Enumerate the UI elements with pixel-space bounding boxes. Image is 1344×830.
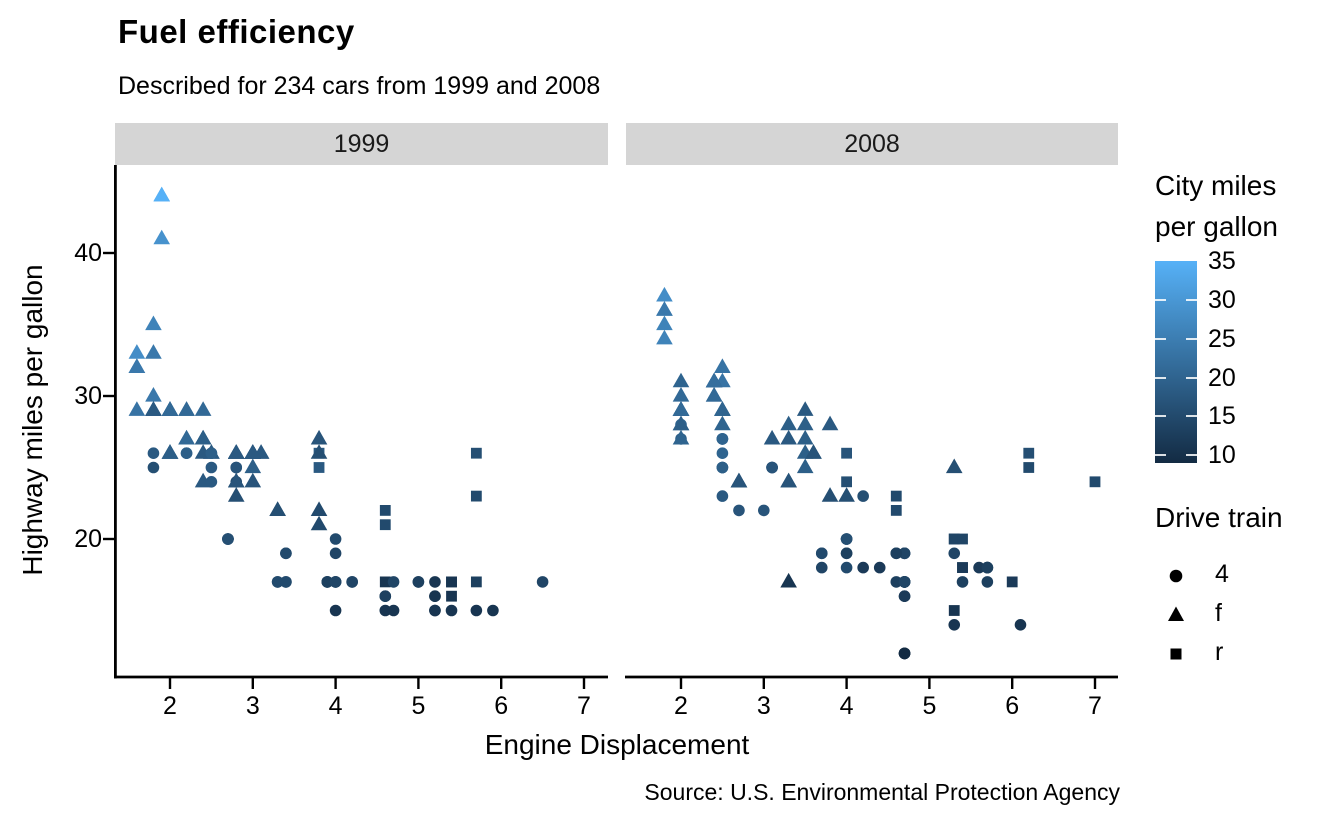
data-point xyxy=(471,491,482,502)
x-axis-title: Engine Displacement xyxy=(484,729,750,760)
legend-entry-r xyxy=(1161,633,1229,672)
legend-entry-label: r xyxy=(1215,638,1224,666)
data-point xyxy=(780,573,797,588)
data-point xyxy=(899,590,911,602)
data-point xyxy=(841,448,852,459)
data-point xyxy=(178,430,195,445)
data-point xyxy=(857,490,869,502)
data-point xyxy=(178,401,195,416)
color-legend-title-line1: City miles xyxy=(1155,170,1277,201)
data-point xyxy=(195,430,212,445)
data-point xyxy=(129,344,146,359)
data-point xyxy=(656,330,673,345)
data-point xyxy=(982,562,994,574)
data-point xyxy=(822,416,839,431)
data-point xyxy=(899,648,911,660)
data-point xyxy=(429,605,441,617)
data-point xyxy=(891,491,902,502)
data-point xyxy=(228,473,245,488)
data-point xyxy=(957,562,968,573)
data-point xyxy=(673,416,690,431)
x-tick-label: 2 xyxy=(674,692,688,720)
data-point xyxy=(311,516,328,531)
data-point xyxy=(314,462,325,473)
data-point xyxy=(780,430,797,445)
facet-label-1999: 1999 xyxy=(333,129,390,158)
legend-entry-4 xyxy=(1161,555,1229,594)
data-point xyxy=(857,562,869,574)
data-point xyxy=(656,301,673,316)
data-point xyxy=(706,387,723,402)
data-point xyxy=(153,187,170,202)
data-point xyxy=(145,344,162,359)
data-point xyxy=(841,533,853,545)
data-point xyxy=(269,501,286,516)
points-layer xyxy=(129,187,1101,659)
data-point xyxy=(656,316,673,331)
x-tick-label: 2 xyxy=(163,692,177,720)
colorbar-tick-mark xyxy=(1186,338,1197,340)
data-point xyxy=(206,462,218,474)
x-tick-label: 5 xyxy=(922,692,937,720)
colorbar-tick-label: 20 xyxy=(1208,363,1236,392)
x-tick-label: 4 xyxy=(328,692,343,720)
data-point xyxy=(714,401,731,416)
data-point xyxy=(446,591,457,602)
data-point xyxy=(388,576,400,588)
color-legend-title xyxy=(1155,165,1278,247)
x-tick-label: 3 xyxy=(245,692,260,720)
triangle-icon xyxy=(1161,599,1191,629)
data-point xyxy=(822,487,839,502)
x-tick-label: 4 xyxy=(839,692,854,720)
colorbar-tick-mark xyxy=(1155,299,1166,301)
color-legend-title-line2: per gallon xyxy=(1155,211,1278,242)
data-point xyxy=(957,576,969,588)
data-point xyxy=(797,430,814,445)
data-point xyxy=(388,605,400,617)
data-point xyxy=(311,501,328,516)
data-point xyxy=(891,505,902,516)
colorbar-tick-mark xyxy=(1186,415,1197,417)
colorbar-tick-label: 30 xyxy=(1208,285,1236,314)
data-point xyxy=(446,577,457,588)
data-point xyxy=(206,476,218,488)
data-point xyxy=(145,401,162,416)
facet-label-2008: 2008 xyxy=(844,129,900,158)
data-point xyxy=(230,462,242,474)
data-point xyxy=(717,490,729,502)
data-point xyxy=(311,444,328,459)
data-point xyxy=(280,576,292,588)
data-point xyxy=(714,358,731,373)
data-point xyxy=(245,473,262,488)
x-tick-label: 7 xyxy=(577,692,591,720)
data-point xyxy=(162,444,179,459)
legend-entry-label: 4 xyxy=(1215,560,1229,588)
data-point xyxy=(129,358,146,373)
data-point xyxy=(446,605,458,617)
square-icon xyxy=(1161,638,1191,668)
data-point xyxy=(429,576,441,588)
data-point xyxy=(471,577,482,588)
data-point xyxy=(797,459,814,474)
legend-entry-label: f xyxy=(1215,599,1222,627)
colorbar-tick-label: 15 xyxy=(1208,402,1236,431)
data-point xyxy=(841,562,853,574)
data-point xyxy=(380,519,391,530)
data-point xyxy=(890,548,902,560)
data-point xyxy=(780,416,797,431)
data-point xyxy=(471,448,482,459)
data-point xyxy=(1023,448,1034,459)
data-point xyxy=(656,287,673,302)
data-point xyxy=(413,576,425,588)
x-tick-label: 5 xyxy=(411,692,426,720)
data-point xyxy=(838,487,855,502)
data-point xyxy=(946,459,963,474)
data-point xyxy=(717,447,729,459)
chart-subtitle: Described for 234 cars from 1999 and 2008 xyxy=(118,72,601,100)
data-point xyxy=(1090,476,1101,487)
shape-legend-title: Drive train xyxy=(1155,502,1283,533)
data-point xyxy=(673,387,690,402)
data-point xyxy=(429,590,441,602)
data-point xyxy=(153,230,170,245)
data-point xyxy=(780,473,797,488)
data-point xyxy=(714,416,731,431)
data-point xyxy=(1015,619,1027,631)
y-tick-label: 30 xyxy=(74,382,102,410)
data-point xyxy=(228,444,245,459)
colorbar-tick-mark xyxy=(1155,454,1166,456)
data-point xyxy=(380,505,391,516)
x-tick-label: 6 xyxy=(494,692,509,720)
data-point xyxy=(982,576,994,588)
shape-legend-entries xyxy=(1161,555,1229,672)
data-point xyxy=(731,473,748,488)
data-point xyxy=(1023,462,1034,473)
data-point xyxy=(471,605,483,617)
data-point xyxy=(222,533,234,545)
data-point xyxy=(948,619,960,631)
data-point xyxy=(346,576,358,588)
data-point xyxy=(330,576,342,588)
source-caption: Source: U.S. Environmental Protection Agency xyxy=(644,779,1120,805)
data-point xyxy=(948,548,960,560)
data-point xyxy=(673,401,690,416)
data-point xyxy=(797,401,814,416)
data-point xyxy=(330,533,342,545)
data-point xyxy=(673,430,690,445)
circle-icon xyxy=(1161,560,1191,590)
data-point xyxy=(129,401,146,416)
colorbar-tick-label: 35 xyxy=(1208,247,1236,275)
colorbar-tick-mark xyxy=(1155,377,1166,379)
data-point xyxy=(841,476,852,487)
data-point xyxy=(311,430,328,445)
y-tick-label: 40 xyxy=(74,239,102,267)
y-axis-title: Highway miles per gallon xyxy=(17,264,48,576)
data-point xyxy=(148,462,160,474)
data-point xyxy=(330,605,342,617)
data-point xyxy=(206,447,218,459)
data-point xyxy=(717,462,729,474)
data-point xyxy=(181,447,193,459)
data-point xyxy=(379,590,391,602)
colorbar-tick-mark xyxy=(1186,454,1197,456)
x-tick-label: 3 xyxy=(756,692,771,720)
chart-title: Fuel efficiency xyxy=(118,13,355,50)
data-point xyxy=(245,459,262,474)
colorbar-tick-mark xyxy=(1186,377,1197,379)
data-point xyxy=(717,433,729,445)
data-point xyxy=(841,548,853,560)
data-point xyxy=(766,462,778,474)
data-point xyxy=(816,548,828,560)
data-point xyxy=(733,505,745,517)
color-gradient-bar xyxy=(1155,261,1197,463)
data-point xyxy=(949,605,960,616)
colorbar-tick-label: 10 xyxy=(1208,441,1236,470)
data-point xyxy=(228,487,245,502)
data-point xyxy=(145,387,162,402)
data-point xyxy=(797,416,814,431)
data-point xyxy=(280,548,292,560)
colorbar-tick-mark xyxy=(1186,299,1197,301)
data-point xyxy=(487,605,499,617)
data-point xyxy=(537,576,549,588)
data-point xyxy=(195,401,212,416)
data-point xyxy=(162,401,179,416)
data-point xyxy=(1007,577,1018,588)
legend-entry-f xyxy=(1161,594,1229,633)
data-point xyxy=(148,447,160,459)
data-point xyxy=(899,576,911,588)
data-point xyxy=(874,562,886,574)
data-point xyxy=(764,430,781,445)
colorbar-tick-mark xyxy=(1155,415,1166,417)
data-point xyxy=(957,534,968,545)
data-point xyxy=(758,505,770,517)
x-tick-label: 7 xyxy=(1088,692,1102,720)
colorbar-tick-label: 25 xyxy=(1208,324,1236,353)
data-point xyxy=(145,316,162,331)
data-point xyxy=(816,562,828,574)
data-point xyxy=(330,548,342,560)
data-point xyxy=(673,373,690,388)
y-tick-label: 20 xyxy=(74,525,102,553)
colorbar-tick-mark xyxy=(1155,338,1166,340)
x-tick-label: 6 xyxy=(1005,692,1020,720)
